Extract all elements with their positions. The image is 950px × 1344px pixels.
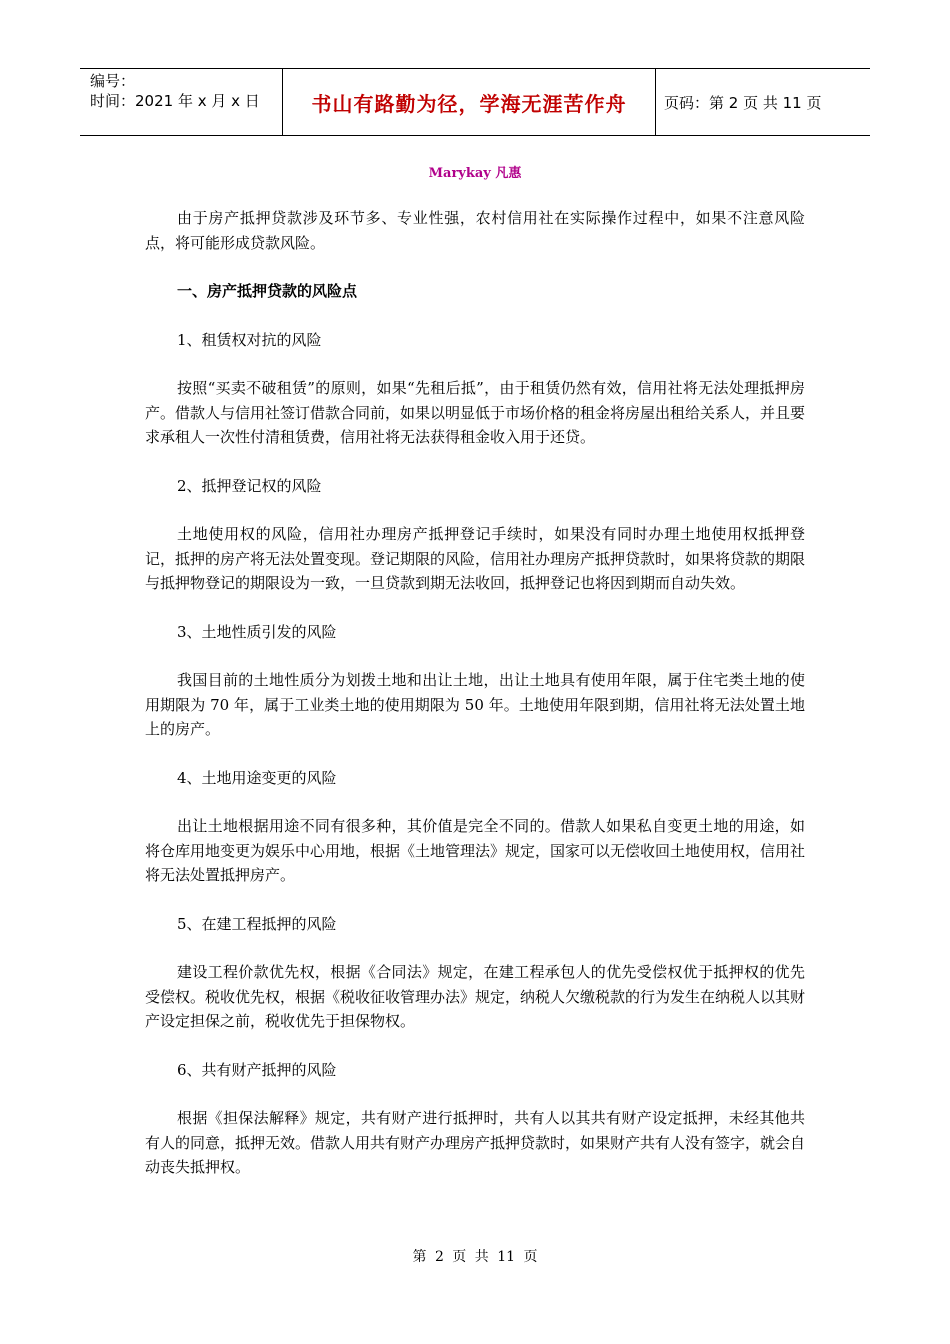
item-title: 5、在建工程抵押的风险	[177, 914, 337, 933]
header-page-cell	[656, 69, 870, 135]
item-title: 6、共有财产抵押的风险	[177, 1060, 337, 1079]
number-label: 编号：	[90, 72, 136, 90]
motto: 书山有路勤为径，学海无涯苦作舟	[311, 91, 627, 116]
item-body: 出让土地根据用途不同有很多种，其价值是完全不同的。借款人如果私自变更土地的用途，如将仓库用地变更为娱乐中心用地，根据《土地管理法》规定，国家可以无偿收回土地使用权，信用社将无法处置抵押房产。	[145, 817, 806, 884]
date-label: 时间：2021 年 x 月 x 日	[90, 92, 260, 110]
item-body: 土地使用权的风险，信用社办理房产抵押登记手续时，如果没有同时办理土地使用权抵押登记，抵押的房产将无法处置变现。登记期限的风险，信用社办理房产抵押贷款时，如果将贷款的期限与抵押物登记的期限设为一致，一旦贷款到期无法收回，抵押登记也将因到期而自动失效。	[145, 525, 806, 592]
item-title: 2、抵押登记权的风险	[177, 476, 322, 495]
page-footer: 第 2 页 共 11 页	[412, 1249, 538, 1265]
document-header	[80, 68, 870, 136]
document-body	[145, 206, 805, 1204]
intro-paragraph: 由于房产抵押贷款涉及环节多、专业性强，农村信用社在实际操作过程中，如果不注意风险点，将可能形成贷款风险。	[145, 209, 805, 252]
item-title: 4、土地用途变更的风险	[177, 768, 337, 787]
item-title: 1、租赁权对抗的风险	[177, 330, 322, 349]
brand-title: Marykay 凡惠	[428, 166, 522, 181]
item-body: 根据《担保法解释》规定，共有财产进行抵押时，共有人以其共有财产设定抵押，未经其他共有人的同意，抵押无效。借款人用共有财产办理房产抵押贷款时，如果财产共有人没有签字，就会自动丧失抵押权。	[145, 1109, 806, 1176]
item-body: 建设工程价款优先权，根据《合同法》规定，在建工程承包人的优先受偿权优于抵押权的优先受偿权。税收优先权，根据《税收征收管理办法》规定，纳税人欠缴税款的行为发生在纳税人以其财产设定担保之前，税收优先于担保物权。	[145, 963, 806, 1030]
item-body: 按照“买卖不破租赁”的原则，如果“先租后抵”，由于租赁仍然有效，信用社将无法处理抵押房产。借款人与信用社签订借款合同前，如果以明显低于市场价格的租金将房屋出租给关系人，并且要求承租人一次性付清租赁费，信用社将无法获得租金收入用于还贷。	[145, 379, 806, 446]
header-meta	[80, 69, 282, 135]
section-title: 一、房产抵押贷款的风险点	[177, 282, 358, 300]
page-label: 页码：第 2 页 共 11 页	[664, 93, 822, 112]
item-title: 3、土地性质引发的风险	[177, 622, 337, 641]
item-body: 我国目前的土地性质分为划拨土地和出让土地，出让土地具有使用年限，属于住宅类土地的使用期限为 70 年，属于工业类土地的使用期限为 50 年。土地使用年限到期，信用社将无法处置土地上的房产。	[145, 671, 805, 738]
header-motto-cell	[282, 69, 656, 135]
